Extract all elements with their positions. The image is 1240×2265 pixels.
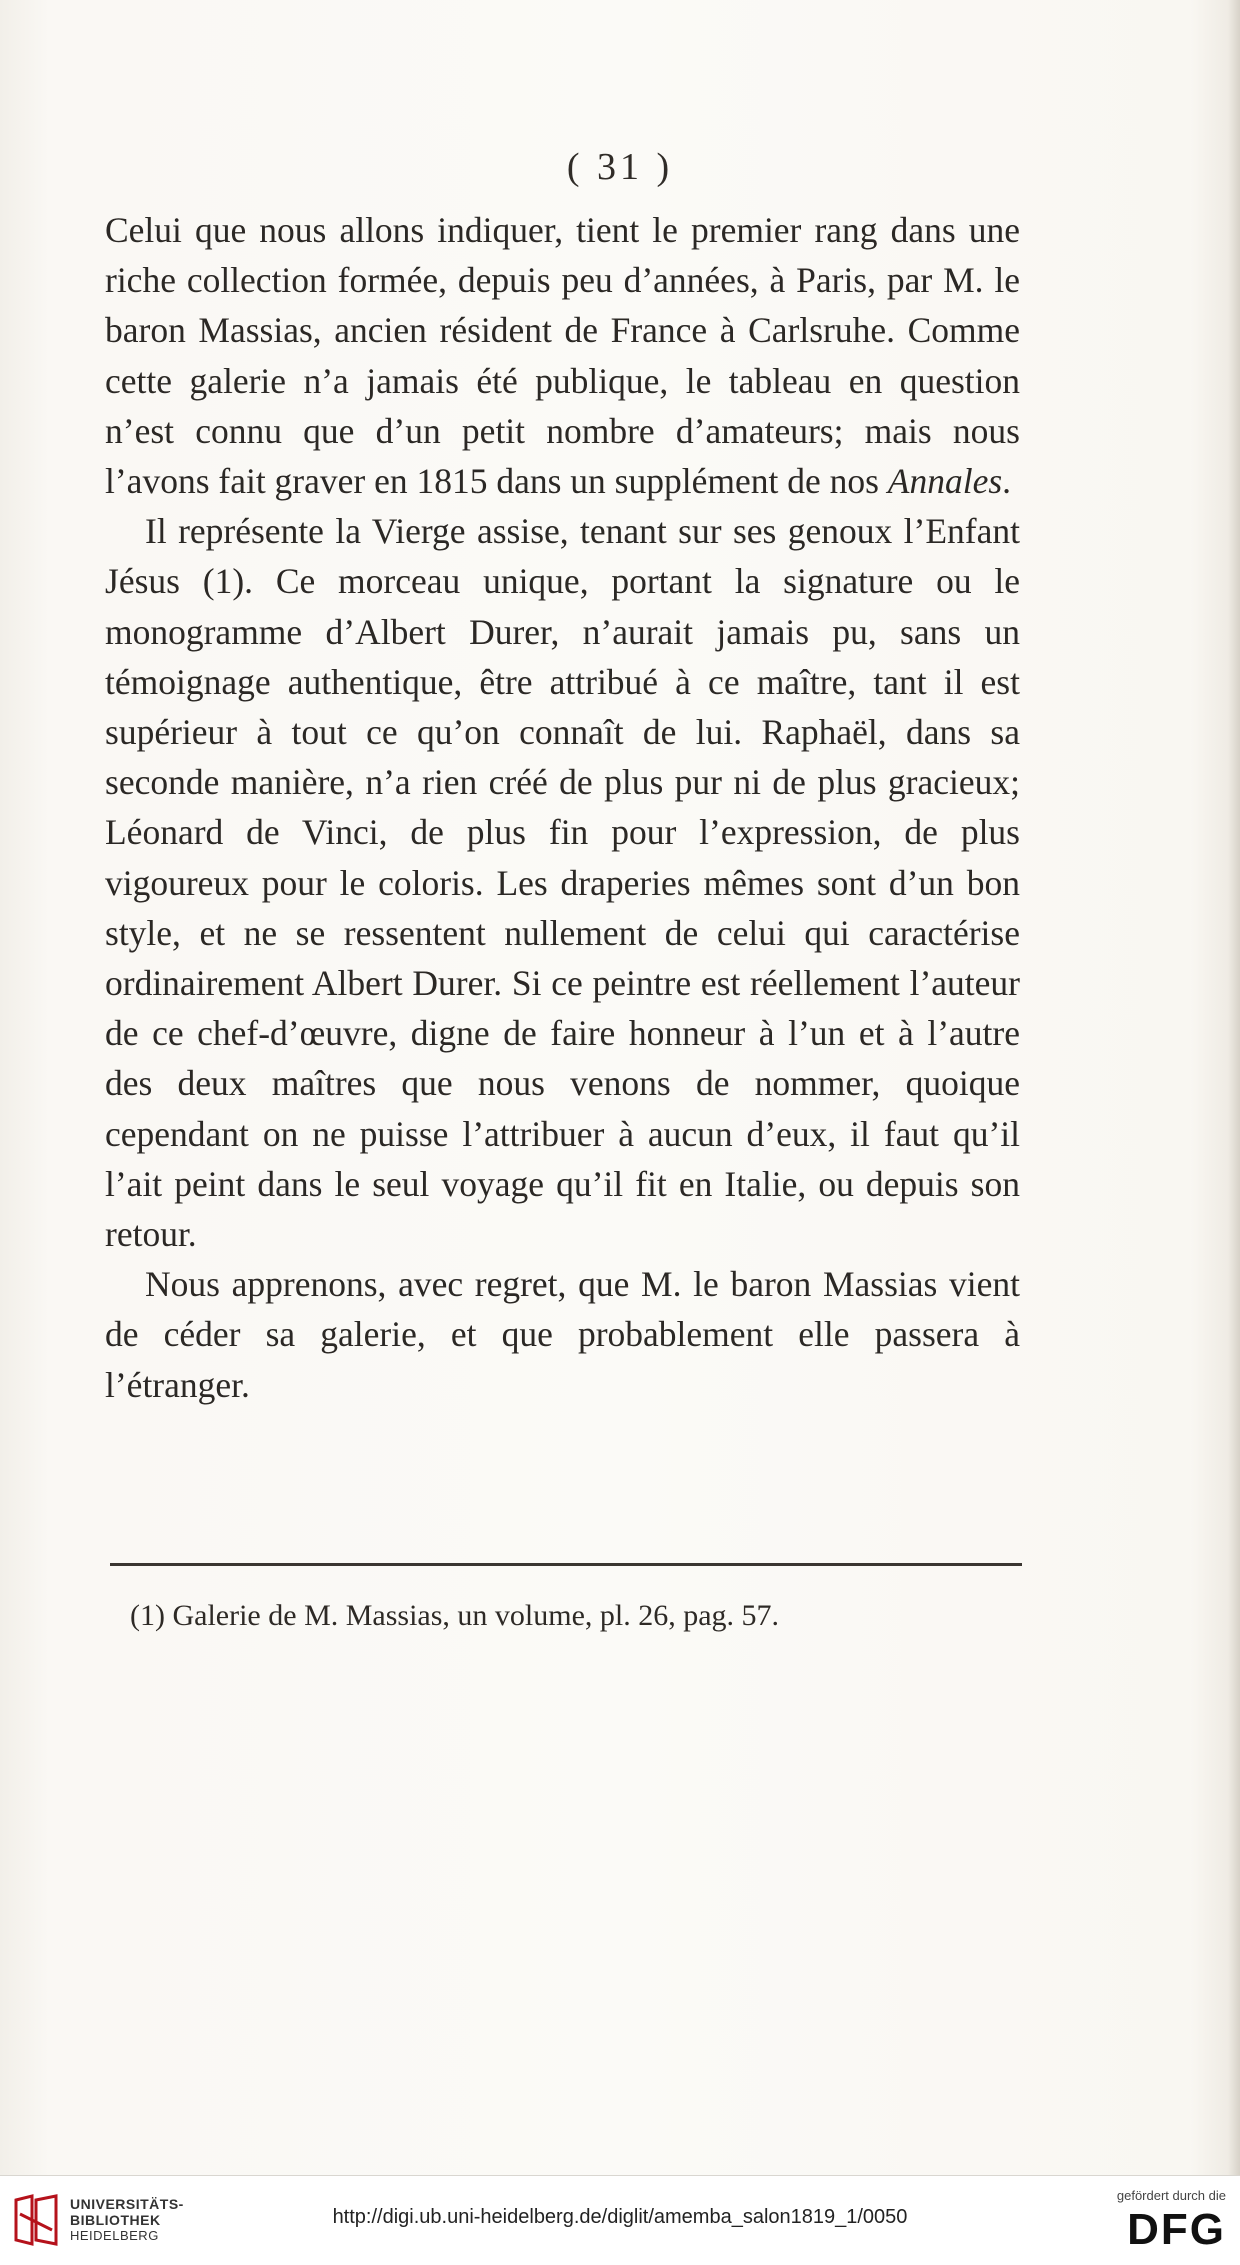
funding-note: gefördert durch die bbox=[1116, 2188, 1226, 2203]
paragraph-1 bbox=[105, 205, 1020, 506]
paragraph-1-end: . bbox=[1002, 461, 1012, 502]
body-text bbox=[105, 205, 1020, 1410]
paragraph-2 bbox=[105, 506, 1020, 1259]
page-edge-shadow bbox=[1228, 0, 1240, 2175]
viewer-footer bbox=[0, 2175, 1240, 2265]
dfg-logo: DFG bbox=[1127, 2205, 1226, 2254]
annales-title: Annales bbox=[887, 461, 1003, 502]
footnote-rule bbox=[110, 1563, 1022, 1566]
library-name-line-1: UNIVERSITÄTS- bbox=[70, 2196, 184, 2212]
page-number: ( 31 ) bbox=[566, 146, 674, 188]
permalink-url[interactable]: http://digi.ub.uni-heidelberg.de/diglit/amemba_salon1819_1/0050 bbox=[332, 2206, 908, 2228]
footnote: (1) Galerie de M. Massias, un volume, pl. 26, pag. 57. bbox=[130, 1599, 780, 1632]
library-name-line-3: HEIDELBERG bbox=[70, 2228, 159, 2243]
library-name-line-2: BIBLIOTHEK bbox=[70, 2212, 161, 2228]
paragraph-2-text: Il représente la Vierge assise, tenant sur ses genoux l’Enfant Jésus (1). Ce morceau unique, portant la signature ou le monogramme d’Albert Durer, n’aurait jamais pu, sans un témoignage authentique, être attribué à ce maître, tant il est supérieur à tout ce qu’on connaît de lui. Raphaël, dans sa seconde manière, n’a rien créé de plus pur ni de plus gracieux; Léonard de Vinci, de plus fin pour l’expression, de plus vigoureux pour le coloris. Les draperies mêmes sont d’un bon style, et ne se ressentent nullement de celui qui caractérise ordinairement Albert Durer. Si ce peintre est réellement l’auteur de ce chef-d’œuvre, digne de faire honneur à l’un et à l’autre des deux maîtres que nous venons de nommer, quoique cependant on ne puisse l’attribuer à aucun d’eux, il faut qu’il l’ait peint dans le seul voyage qu’il fit en Italie, ou depuis son retour. bbox=[105, 511, 1020, 1255]
paragraph-1-text: Celui que nous allons indiquer, tient le premier rang dans une riche collection formée, depuis peu d’années, à Paris, par M. le baron Massias, ancien résident de France à Carlsruhe. Comme cette galerie n’a jamais été publique, le tableau en question n’est connu que d’un petit nombre d’amateurs; mais nous l’avons fait graver en 1815 dans un supplément de nos bbox=[105, 210, 1020, 502]
paragraph-3-text: Nous apprenons, avec regret, que M. le baron Massias vient de céder sa galerie, et que probablement elle passera à l’étranger. bbox=[105, 1264, 1020, 1405]
paragraph-3 bbox=[105, 1259, 1020, 1410]
